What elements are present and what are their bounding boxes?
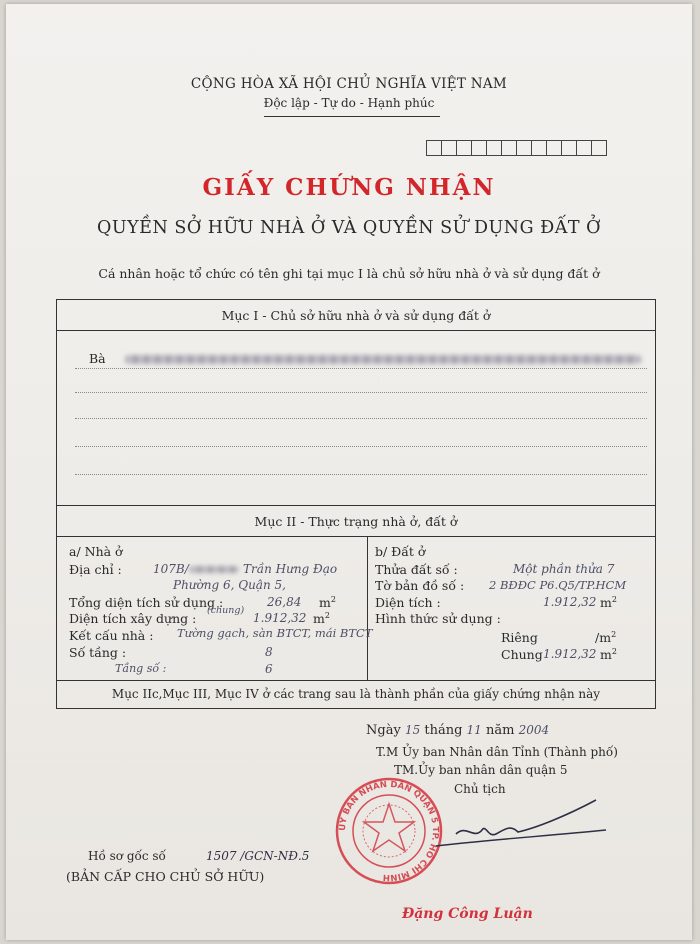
authority-line1: T.M Ủy ban Nhân dân Tỉnh (Thành phố): [376, 745, 618, 759]
construction-area-unit: $m^2$: [313, 611, 330, 627]
floors-label: Số tầng :: [69, 645, 127, 660]
shared-label: Chung: [501, 647, 543, 662]
parcel-label: Thửa đất số :: [375, 562, 458, 577]
signer-name: Đặng Công Luận: [402, 906, 533, 922]
land-area-unit: $m^2$: [600, 595, 617, 611]
footer-note: Mục IIc,Mục III, Mục IV ở các trang sau là thành phần của giấy chứng nhận này: [111, 687, 601, 701]
svg-text:ỦY BAN NHÂN DÂN QUẬN 5 TP. HỒ: ỦY BAN NHÂN DÂN QUẬN 5 TP. HỒ CHÍ MINH: [337, 779, 441, 883]
address-label: Địa chỉ :: [69, 562, 122, 577]
document-subtitle: QUYỀN SỞ HỮU NHÀ Ở VÀ QUYỀN SỬ DỤNG ĐẤT Ở: [97, 218, 601, 238]
floors-value: 8: [265, 645, 273, 659]
map-label: Tờ bản đồ số :: [375, 578, 465, 593]
record-number: 1507 /GCN-NĐ.5: [206, 849, 310, 863]
header-underline: [264, 116, 440, 117]
total-area-value: 26,84: [267, 595, 302, 609]
dotted-line: [75, 392, 647, 393]
owner-label: Bà: [89, 351, 106, 366]
dotted-line: [75, 446, 647, 447]
construction-note: (chung): [207, 605, 245, 616]
floor-number-value: 6: [265, 662, 273, 676]
dotted-line: [75, 368, 647, 369]
structure-value: Tường gạch, sàn BTCT, mái BTCT: [177, 626, 373, 640]
document-title: GIẤY CHỨNG NHẬN: [202, 174, 496, 201]
shared-unit: $m^2$: [600, 647, 617, 663]
signature: [426, 794, 616, 864]
construction-area-label: Diện tích xây dựng :: [69, 611, 197, 626]
position: Chủ tịch: [454, 782, 506, 796]
total-area-label: Tổng diện tích sử dụng :: [69, 595, 224, 610]
land-heading: b/ Đất ở: [375, 544, 426, 559]
land-area-label: Diện tích :: [375, 595, 441, 610]
divider: [57, 680, 655, 681]
structure-label: Kết cấu nhà :: [69, 628, 154, 643]
land-area-value: 1.912,32: [543, 595, 597, 609]
floor-number-label: Tầng số :: [115, 662, 167, 675]
divider: [57, 330, 655, 331]
address-line2: Phường 6, Quận 5,: [173, 578, 286, 592]
construction-area-value: 1.912,32: [253, 611, 307, 625]
intro-text: Cá nhân hoặc tổ chức có tên ghi tại mục I là chủ sở hữu nhà ở và sử dụng đất ở: [98, 266, 600, 281]
motto: Độc lập - Tự do - Hạnh phúc: [263, 96, 435, 110]
copy-note: (BẢN CẤP CHO CHỦ SỞ HỮU): [66, 869, 265, 884]
redacted-house-number: [189, 566, 239, 573]
private-label: Riêng: [501, 630, 538, 645]
map-value: 2 BĐĐC P6.Q5/TP.HCM: [489, 578, 627, 592]
total-area-unit: $m^2$: [319, 595, 336, 611]
issue-date: Ngày 15 tháng 11 năm 2004: [366, 723, 550, 738]
main-table: [56, 299, 656, 709]
shared-value: 1.912,32: [543, 647, 597, 661]
authority-line2: TM.Ủy ban nhân dân quận 5: [394, 763, 568, 777]
serial-number-boxes: [426, 140, 607, 156]
dotted-line: [75, 474, 647, 475]
republic-header: CỘNG HÒA XÃ HỘI CHỦ NGHĨA VIỆT NAM: [190, 76, 508, 92]
dotted-line: [75, 418, 647, 419]
record-label: Hồ sơ gốc số: [88, 849, 166, 863]
column-divider: [367, 537, 368, 680]
divider: [57, 536, 655, 537]
house-heading: a/ Nhà ở: [69, 544, 123, 559]
address-street: Trần Hưng Đạo: [243, 562, 338, 576]
divider: [57, 505, 655, 506]
address-number: 107B/: [153, 562, 189, 576]
usage-label: Hình thức sử dụng :: [375, 611, 501, 626]
parcel-value: Một phần thửa 7: [513, 562, 615, 576]
private-unit: $/m^2$: [595, 630, 617, 646]
redacted-owner-name: [125, 355, 641, 364]
section1-title: Mục I - Chủ sở hữu nhà ở và sử dụng đất ở: [221, 308, 491, 323]
section2-title: Mục II - Thực trạng nhà ở, đất ở: [254, 514, 458, 529]
certificate-page: [6, 4, 692, 940]
